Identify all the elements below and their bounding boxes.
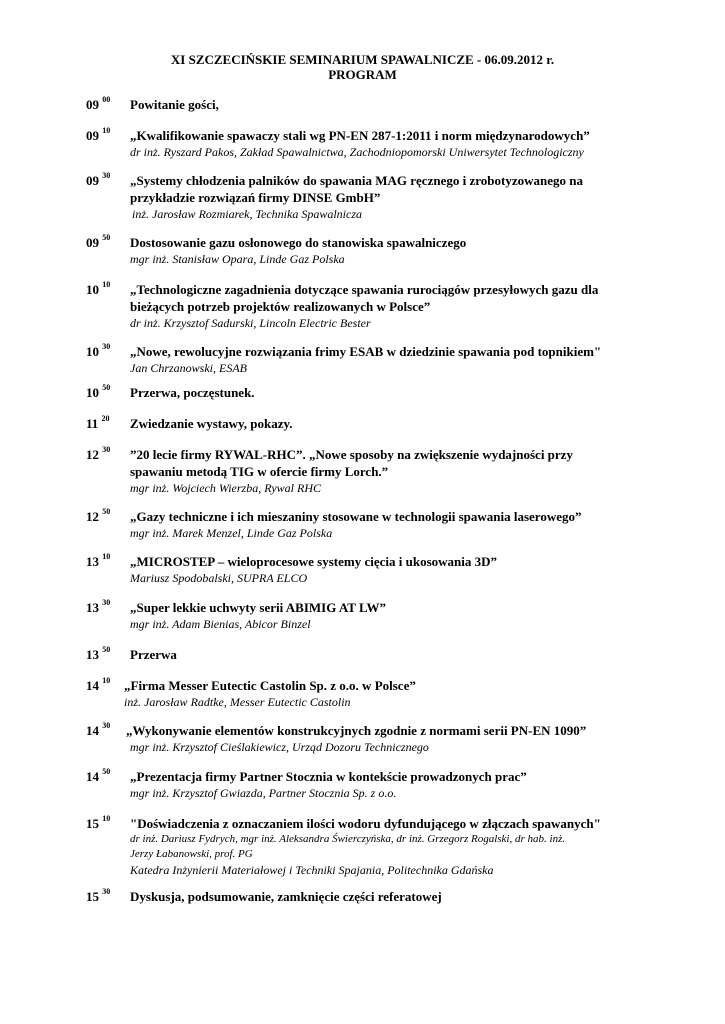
item-title: Dostosowanie gazu osłonowego do stanowiska spawalniczego <box>130 235 467 250</box>
time-minute: 10 <box>102 814 111 823</box>
item-content <box>130 384 710 401</box>
item-title: spawaniu metodą TIG w ofercie firmy Lorch.” <box>130 464 389 479</box>
time-minute: 50 <box>102 645 111 654</box>
time-hour: 14 <box>86 678 103 693</box>
item-time <box>86 446 110 463</box>
item-time <box>86 815 110 832</box>
item-speaker: dr inż. Ryszard Pakos, Zakład Spawalnictwa, Zachodniopomorski Uniwersytet Technologiczny <box>130 145 584 159</box>
item-title: „Wykonywanie elementów konstrukcyjnych zgodnie z normami serii PN-EN 1090” <box>126 723 587 738</box>
item-title: „Gazy techniczne i ich mieszaniny stosowane w technologii spawania laserowego” <box>130 509 582 524</box>
item-time <box>86 722 110 739</box>
item-content <box>130 815 710 878</box>
time-hour: 13 <box>86 554 103 569</box>
item-title: przykładzie rozwiązań firmy DINSE GmbH” <box>130 190 381 205</box>
time-hour: 12 <box>86 509 103 524</box>
time-hour: 09 <box>86 235 103 250</box>
time-hour: 10 <box>86 385 103 400</box>
time-minute: 10 <box>102 280 111 289</box>
time-minute: 10 <box>102 126 111 135</box>
time-minute: 50 <box>102 767 111 776</box>
item-time <box>86 281 110 298</box>
item-title: Powitanie gości, <box>130 97 219 112</box>
item-title: „Prezentacja firmy Partner Stocznia w kontekście prowadzonych prac” <box>130 769 527 784</box>
item-content <box>130 172 710 222</box>
document-title: XI SZCZECIŃSKIE SEMINARIUM SPAWALNICZE - 06.09.2012 r. <box>170 52 555 67</box>
time-minute: 30 <box>102 445 111 454</box>
item-content <box>130 415 710 432</box>
item-time <box>86 677 110 694</box>
time-hour: 09 <box>86 173 103 188</box>
item-content <box>124 677 704 710</box>
item-speaker: mgr inż. Wojciech Wierzba, Rywal RHC <box>130 481 321 495</box>
time-hour: 09 <box>86 128 103 143</box>
document-subtitle: PROGRAM <box>328 67 397 82</box>
item-time <box>86 343 110 360</box>
item-title: Zwiedzanie wystawy, pokazy. <box>130 416 293 431</box>
item-speaker: Jan Chrzanowski, ESAB <box>130 361 247 375</box>
item-content <box>130 343 710 376</box>
item-speaker: mgr inż. Adam Bienias, Abicor Binzel <box>130 617 311 631</box>
item-time <box>86 415 110 432</box>
item-speaker: mgr inż. Stanisław Opara, Linde Gaz Polska <box>130 252 345 266</box>
time-hour: 10 <box>86 344 103 359</box>
item-speaker: dr inż. Dariusz Fydrych, mgr inż. Aleksandra Świerczyńska, dr inż. Grzegorz Rogalski, dr hab. inż. <box>130 833 566 845</box>
time-minute: 50 <box>102 383 111 392</box>
item-title: „Nowe, rewolucyjne rozwiązania frimy ESAB w dziedzinie spawania pod topnikiem" <box>130 344 602 359</box>
item-content <box>130 446 710 496</box>
item-content <box>130 888 710 905</box>
time-minute: 10 <box>102 552 111 561</box>
item-time <box>86 553 110 570</box>
time-minute: 10 <box>102 676 111 685</box>
item-time <box>86 127 110 144</box>
item-speaker: Katedra Inżynierii Materiałowej i Techniki Spajania, Politechnika Gdańska <box>130 863 494 877</box>
item-title: „Technologiczne zagadnienia dotyczące spawania rurociągów przesyłowych gazu dla <box>130 282 599 297</box>
item-speaker: Jerzy Łabanowski, prof. PG <box>130 848 253 860</box>
item-time <box>86 384 110 401</box>
time-hour: 12 <box>86 447 103 462</box>
item-content <box>130 599 710 632</box>
item-title: Przerwa <box>130 647 177 662</box>
item-title: „Kwalifikowanie spawaczy stali wg PN-EN 287-1:2011 i norm międzynarodowych” <box>130 128 590 143</box>
item-title: "Doświadczenia z oznaczaniem ilości wodoru dyfundującego w złączach spawanych" <box>130 816 601 831</box>
item-content <box>130 508 710 541</box>
item-content <box>130 96 710 113</box>
time-minute: 30 <box>102 721 111 730</box>
time-minute: 00 <box>102 95 111 104</box>
time-hour: 15 <box>86 889 103 904</box>
item-time <box>86 646 110 663</box>
item-time <box>86 888 110 905</box>
item-speaker: dr inż. Krzysztof Sadurski, Lincoln Electric Bester <box>130 316 371 330</box>
item-title: „Systemy chłodzenia palników do spawania MAG ręcznego i zrobotyzowanego na <box>130 173 583 188</box>
time-minute: 30 <box>102 171 111 180</box>
time-hour: 13 <box>86 647 103 662</box>
time-hour: 13 <box>86 600 103 615</box>
item-time <box>86 599 110 616</box>
time-minute: 30 <box>102 598 111 607</box>
time-minute: 30 <box>102 887 111 896</box>
time-hour: 14 <box>86 723 103 738</box>
item-content <box>130 646 710 663</box>
item-speaker: inż. Jarosław Radtke, Messer Eutectic Castolin <box>124 695 351 709</box>
item-content <box>130 127 710 160</box>
item-content <box>130 234 710 267</box>
time-minute: 50 <box>102 507 111 516</box>
item-title: ”20 lecie firmy RYWAL-RHC”. „Nowe sposoby na zwiększenie wydajności przy <box>130 447 573 462</box>
item-content <box>126 722 706 755</box>
time-minute: 30 <box>102 342 111 351</box>
item-time <box>86 172 110 189</box>
item-content <box>130 281 710 331</box>
item-speaker: mgr inż. Krzysztof Gwiazda, Partner Stocznia Sp. z o.o. <box>130 786 397 800</box>
item-title: „MICROSTEP – wieloprocesowe systemy cięcia i ukosowania 3D” <box>130 554 497 569</box>
time-hour: 15 <box>86 816 103 831</box>
item-time <box>86 508 110 525</box>
time-minute: 20 <box>101 414 110 423</box>
item-title: bieżących potrzeb projektów realizowanych w Polsce” <box>130 299 431 314</box>
item-time <box>86 768 110 785</box>
item-title: „Super lekkie uchwyty serii ABIMIG AT LW” <box>130 600 386 615</box>
item-speaker: inż. Jarosław Rozmiarek, Technika Spawalnicza <box>132 207 362 221</box>
time-hour: 09 <box>86 97 103 112</box>
item-speaker: mgr inż. Marek Menzel, Linde Gaz Polska <box>130 526 333 540</box>
time-hour: 14 <box>86 769 103 784</box>
item-title: Dyskusja, podsumowanie, zamknięcie części referatowej <box>130 889 442 904</box>
time-hour: 11 <box>86 416 102 431</box>
item-speaker: mgr inż. Krzysztof Cieślakiewicz, Urząd Dozoru Technicznego <box>130 740 429 754</box>
item-speaker: Mariusz Spodobalski, SUPRA ELCO <box>130 571 308 585</box>
item-title: „Firma Messer Eutectic Castolin Sp. z o.o. w Polsce” <box>124 678 416 693</box>
item-time <box>86 96 110 113</box>
item-title: Przerwa, poczęstunek. <box>130 385 255 400</box>
item-content <box>130 553 710 586</box>
item-time <box>86 234 110 251</box>
time-hour: 10 <box>86 282 103 297</box>
time-minute: 50 <box>102 233 111 242</box>
item-content <box>130 768 710 801</box>
